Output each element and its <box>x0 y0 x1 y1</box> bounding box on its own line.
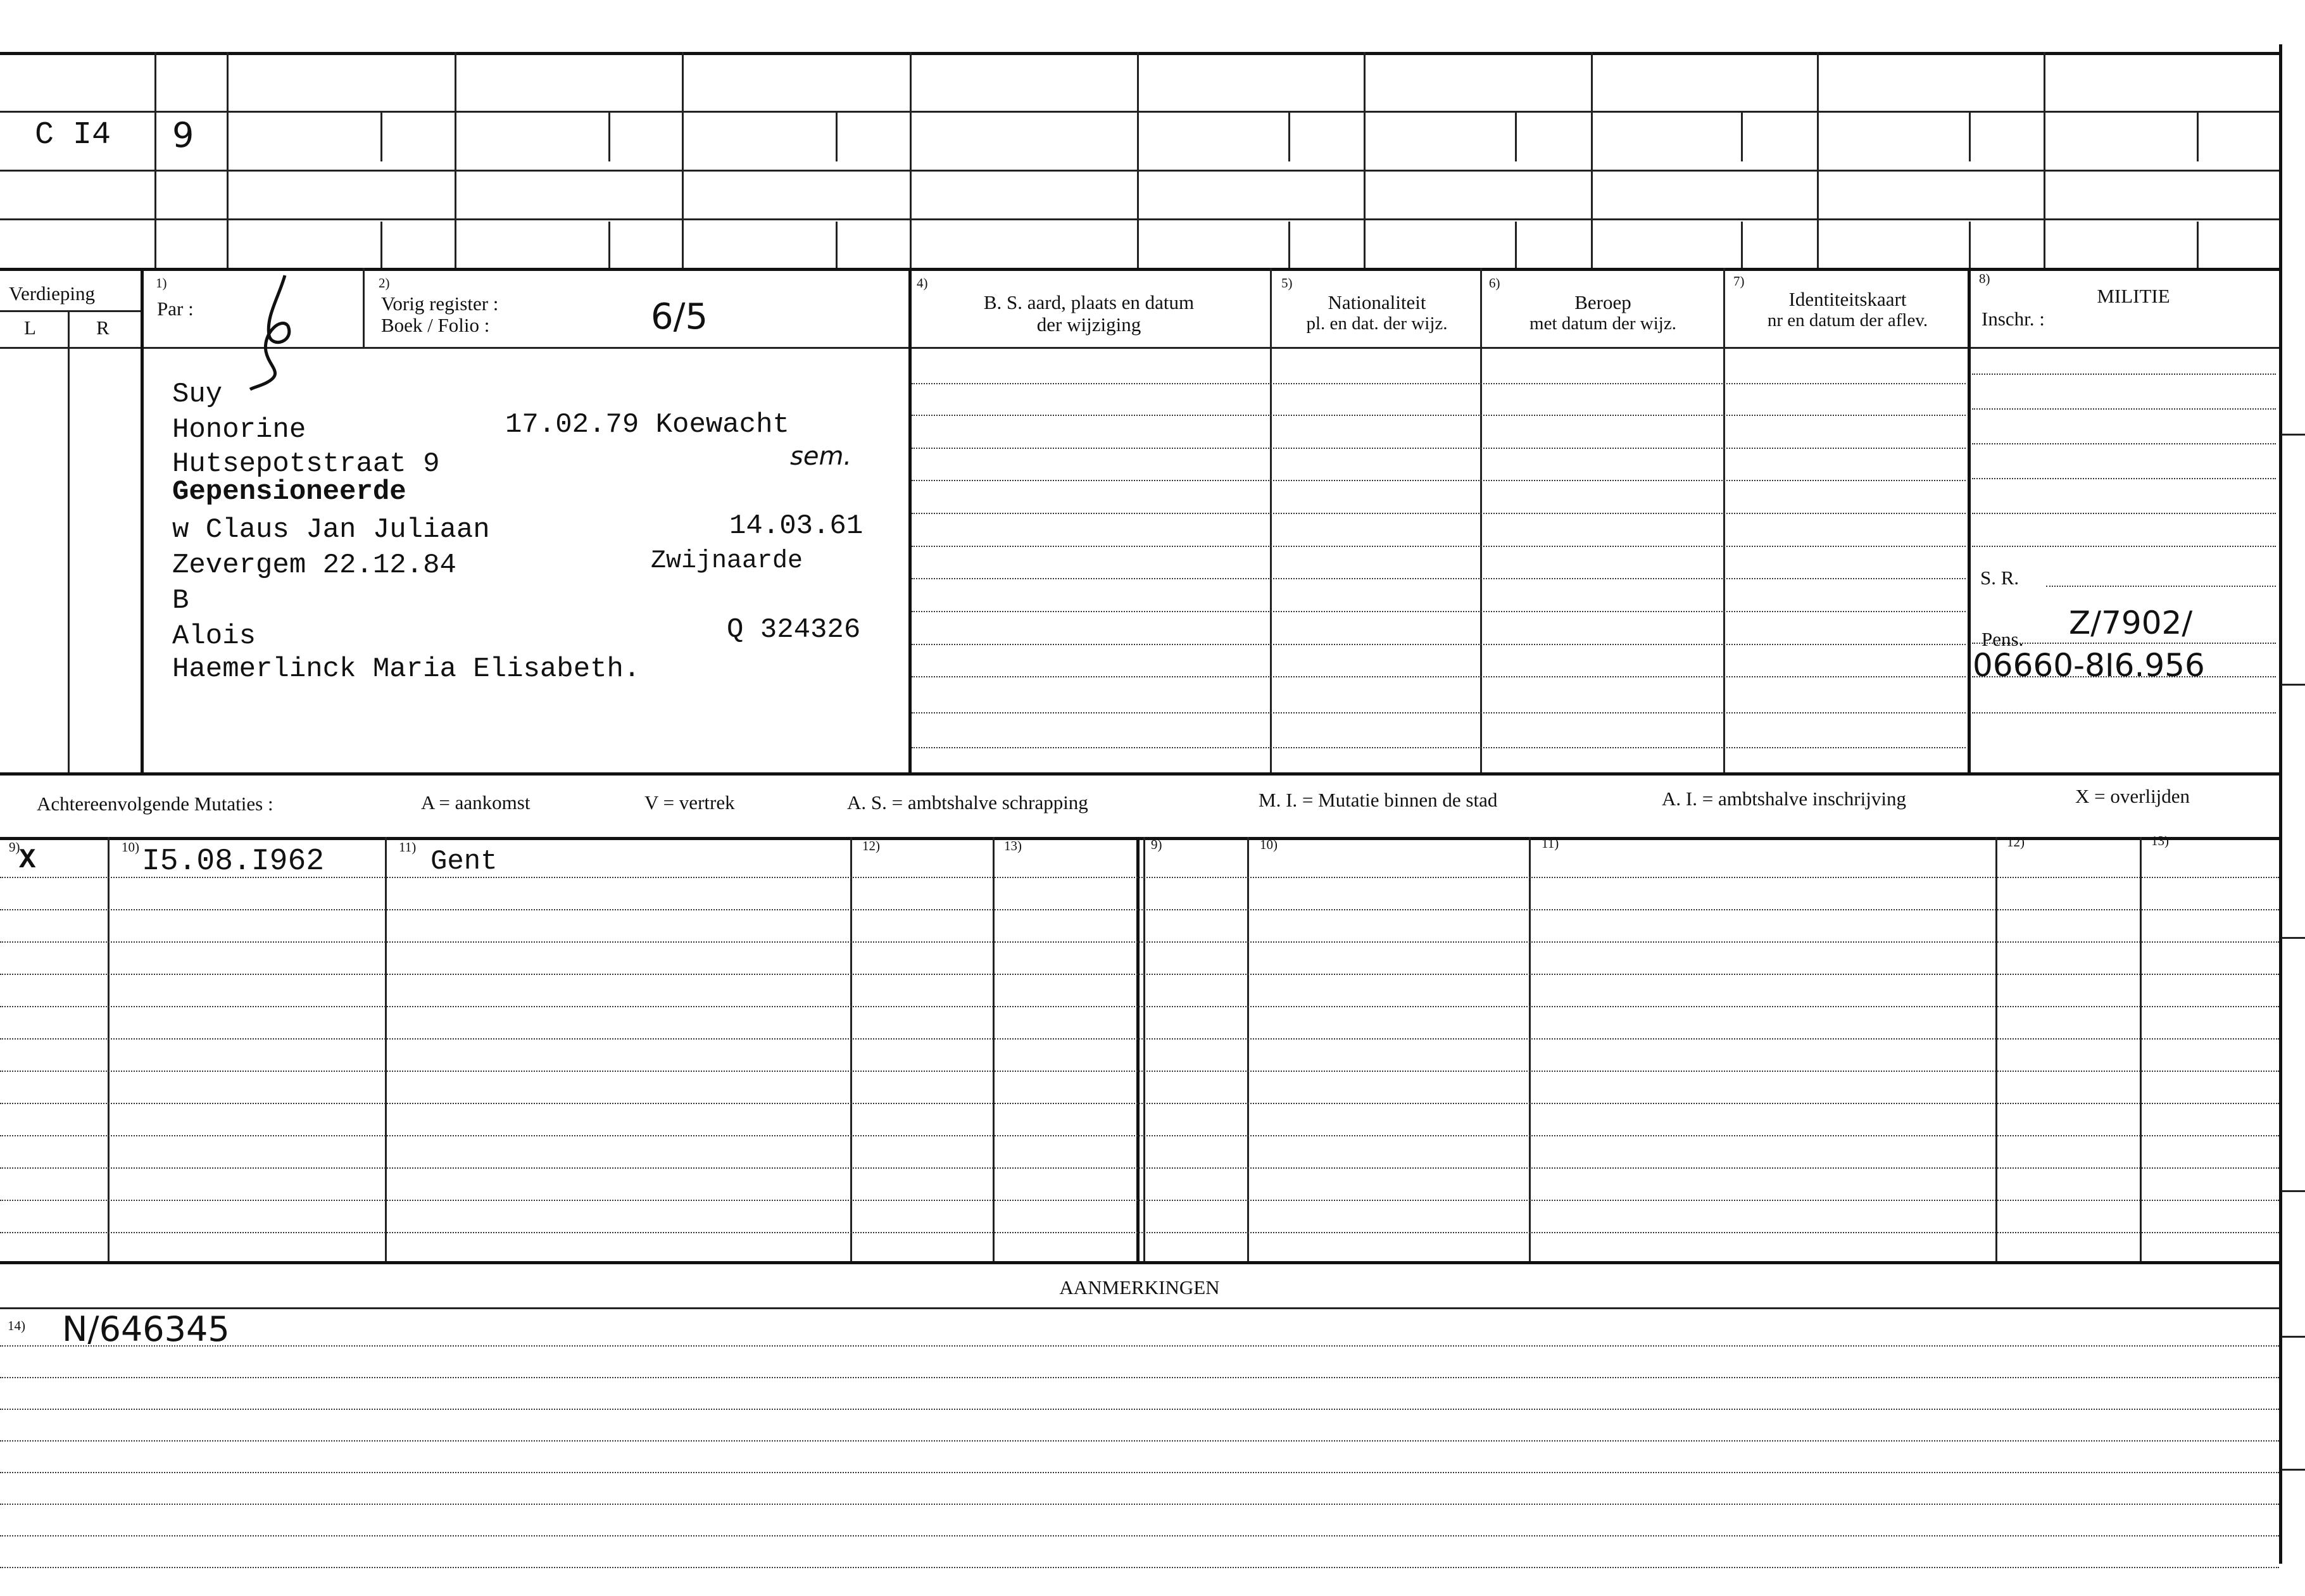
bs-line2: der wijziging <box>1036 313 1141 336</box>
verdieping-r: R <box>96 317 110 339</box>
person-id-number: Q 324326 <box>727 614 861 646</box>
person-spouse: w Claus Jan Juliaan <box>172 514 490 546</box>
n5: 5) <box>1281 275 1293 291</box>
pens-value-1: Z/7902/ <box>2069 605 2193 641</box>
militie-title: MILITIE <box>2097 285 2170 307</box>
sr-label: S. R. <box>1980 567 2019 589</box>
pens-value-2: 06660-8I6.956 <box>1973 647 2205 684</box>
legend-item-v: V = vertrek <box>644 791 735 814</box>
col-num-12b: 12) <box>2007 834 2025 850</box>
col-num-10: 10) <box>122 839 139 855</box>
legend-item-as: A. S. = ambtshalve schrapping <box>847 791 1088 814</box>
person-mother: Haemerlinck Maria Elisabeth. <box>172 653 641 685</box>
pens-label: Pens. <box>1982 628 2024 650</box>
par-signature <box>241 272 310 399</box>
person-spouse-date: 14.03.61 <box>729 510 864 542</box>
boek-folio-value: 6/5 <box>651 296 708 337</box>
n2: 2) <box>379 275 390 291</box>
col-num-10b: 10) <box>1260 837 1278 852</box>
n8: 8) <box>1979 271 1990 286</box>
legend-item-a: A = aankomst <box>421 791 531 814</box>
person-father: Alois <box>172 620 256 652</box>
col-num-9b: 9) <box>1151 837 1162 852</box>
inschr-label: Inschr. : <box>1982 308 2045 330</box>
person-birth: 17.02.79 Koewacht <box>505 409 789 441</box>
vorig-register-label: Vorig register : <box>381 292 499 315</box>
nat-line1: Nationaliteit <box>1328 291 1426 313</box>
bs-line1: B. S. aard, plaats en datum <box>983 291 1195 313</box>
legend-item-x: X = overlijden <box>2075 785 2190 807</box>
legend-item-mi: M. I. = Mutatie binnen de stad <box>1259 789 1498 811</box>
n7: 7) <box>1733 273 1745 289</box>
person-surname: Suy <box>172 379 223 410</box>
mutation-date: I5.08.I962 <box>142 845 325 879</box>
id-line2: nr en datum der aflev. <box>1767 310 1928 330</box>
n6: 6) <box>1489 275 1500 291</box>
person-address: Hutsepotstraat 9 <box>172 448 440 480</box>
person-nationality: B <box>172 585 189 617</box>
person-address-note: sem. <box>790 442 852 471</box>
person-spouse-place: Zwijnaarde <box>651 547 803 575</box>
person-profession: Gepensioneerde <box>172 476 406 508</box>
remarks-value: N/646345 <box>62 1309 230 1349</box>
remarks-number: 14) <box>8 1318 25 1333</box>
legend-title: Achtereenvolgende Mutaties : <box>37 793 273 815</box>
nat-line2: pl. en dat. der wijz. <box>1306 313 1448 334</box>
col-num-11b: 11) <box>1542 836 1559 851</box>
n1: 1) <box>156 275 167 291</box>
col-num-9: 9) <box>9 839 20 855</box>
register-series: C I4 <box>35 117 111 153</box>
person-marriage-place-date: Zevergem 22.12.84 <box>172 550 456 581</box>
verdieping-label: Verdieping <box>9 282 96 305</box>
register-number: 9 <box>172 115 194 155</box>
mutation-type: X <box>19 845 36 876</box>
col-num-12: 12) <box>862 838 880 853</box>
person-first-name: Honorine <box>172 414 306 446</box>
verdieping-l: L <box>24 317 36 339</box>
n4: 4) <box>917 275 928 291</box>
col-num-11: 11) <box>399 839 417 855</box>
id-line1: Identiteitskaart <box>1788 288 1907 310</box>
beroep-line2: met datum der wijz. <box>1529 313 1676 334</box>
par-label: Par : <box>157 298 194 320</box>
mutation-place: Gent <box>430 846 498 877</box>
col-num-13b: 13) <box>2151 833 2169 848</box>
boek-folio-label: Boek / Folio : <box>381 314 490 336</box>
legend-item-ai: A. I. = ambtshalve inschrijving <box>1662 788 1906 810</box>
remarks-title: AANMERKINGEN <box>1059 1276 1220 1298</box>
beroep-line1: Beroep <box>1574 291 1631 313</box>
col-num-13: 13) <box>1004 838 1022 853</box>
